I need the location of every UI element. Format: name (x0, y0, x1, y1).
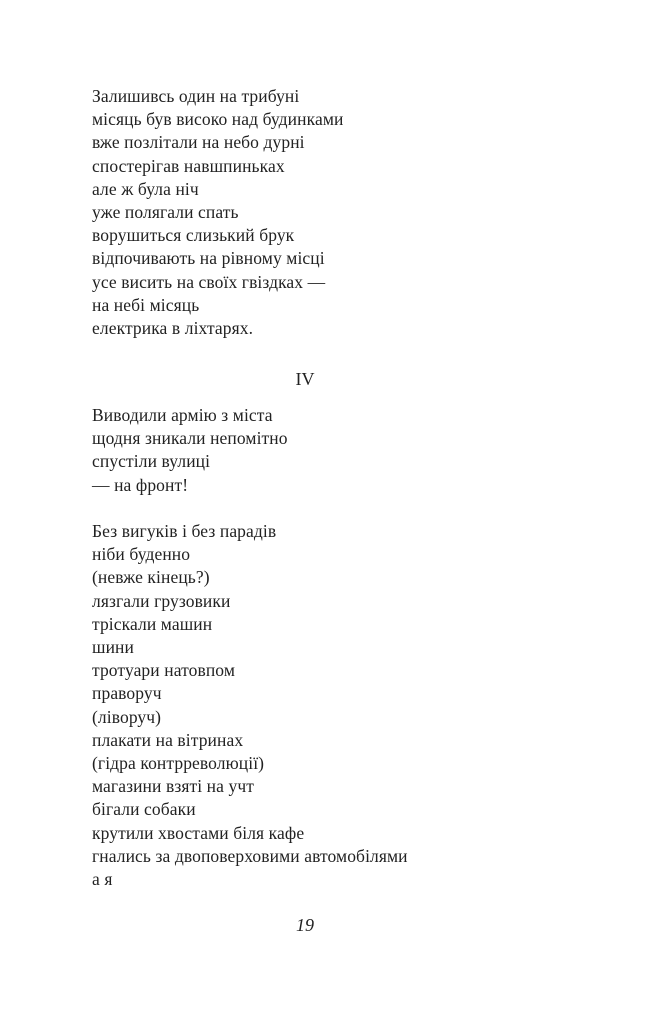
page-number: 19 (296, 915, 314, 935)
poem-line: бігали собаки (92, 799, 196, 820)
poem-line: електрика в ліхтарях. (92, 318, 254, 339)
poem-line: спустіли вулиці (92, 451, 211, 472)
poem-line: (гідра контрреволюції) (92, 753, 265, 774)
poem-line: шини (92, 637, 134, 658)
poem-line: тріскали машин (92, 613, 213, 634)
poem-line: — на фронт! (92, 474, 189, 495)
poem-line: гнались за двоповерховими автомобілями (92, 845, 408, 866)
stanza-3 (92, 520, 408, 891)
poem-line: плакати на вітринах (92, 729, 244, 750)
stanza-2 (92, 404, 288, 497)
poem-line: усе висить на своїх гвіздках — (92, 271, 326, 292)
poem-line: але ж була ніч (92, 178, 199, 199)
poem-line: (ліворуч) (92, 706, 162, 727)
poem-line: праворуч (92, 683, 162, 704)
poem-line: (невже кінець?) (92, 567, 210, 588)
poem-line: а я (92, 869, 113, 890)
poem-line: уже полягали спать (92, 202, 239, 223)
poem-line: спостерігав навшпиньках (92, 155, 285, 176)
poem-line: магазини взяті на учт (92, 776, 254, 797)
poem-line: тротуари натовпом (92, 660, 235, 681)
stanza-1 (92, 85, 343, 340)
poem-line: щодня зникали непомітно (92, 428, 288, 449)
poem-line: на небі місяць (92, 294, 200, 315)
poem-line: вже позлітали на небо дурні (92, 132, 305, 153)
poem-line: крутили хвостами біля кафе (92, 822, 305, 843)
poem-line: відпочивають на рівному місці (92, 248, 325, 269)
poem-line: Виводили армію з міста (92, 405, 273, 425)
poem-line: ніби буденно (92, 544, 191, 565)
section-numeral: IV (295, 369, 315, 389)
poem-line: Залишивсь один на трибуні (92, 86, 300, 106)
poem-line: ворушиться слизький брук (92, 225, 295, 246)
poem-line: лязгали грузовики (92, 590, 231, 611)
poem-line: Без вигуків і без парадів (92, 521, 277, 541)
poem-line: місяць був високо над будинками (92, 109, 344, 130)
